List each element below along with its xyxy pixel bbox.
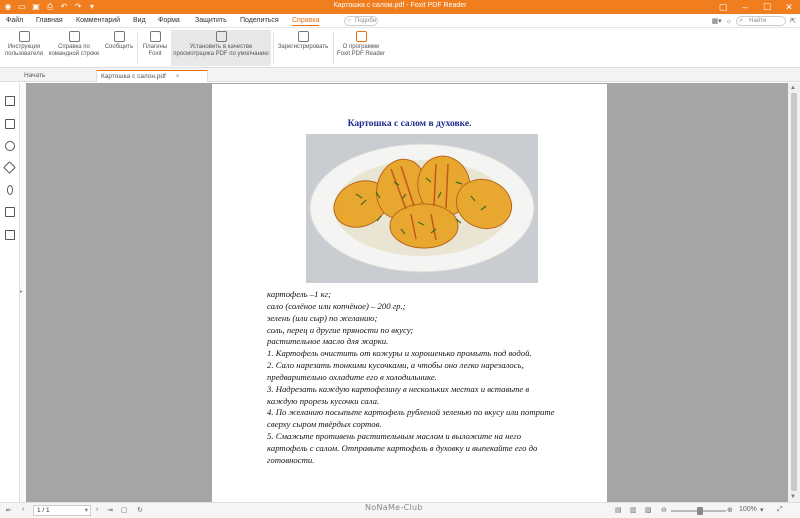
next-page-icon[interactable]: ›	[96, 506, 99, 513]
recipe-line: готовности.	[267, 454, 315, 465]
menu-protect[interactable]: Защитить	[195, 17, 227, 24]
maximize-button[interactable]: ☐	[762, 2, 772, 12]
navigation-panel	[0, 83, 20, 502]
tab-document-label: Картошка с салон.pdf	[101, 73, 166, 80]
recipe-line: соль, перец и другие пряности по вкусу;	[267, 324, 414, 335]
menu-form[interactable]: Форма	[158, 17, 180, 24]
menu-view[interactable]: Вид	[133, 17, 146, 24]
zoom-out-icon[interactable]: ⊖	[661, 507, 667, 514]
ribbon-separator	[273, 32, 274, 64]
zoom-value[interactable]: 100%	[739, 506, 757, 513]
comments-icon[interactable]	[5, 141, 15, 151]
about-button[interactable]: О программе Foxit PDF Reader	[335, 30, 387, 66]
security-icon[interactable]	[5, 207, 15, 217]
document-tabs	[0, 68, 800, 82]
set-default-button[interactable]: Установить в качестве просмотрщика PDF по умолчанию	[171, 30, 271, 66]
manual-icon	[19, 31, 30, 42]
window-title: Картошка с салом.pdf - Foxit PDF Reader	[333, 2, 467, 9]
restore-layout-icon[interactable]: ▢	[718, 2, 728, 12]
page-number-input[interactable]: 1 / 1 ▾	[33, 505, 91, 516]
save-icon[interactable]: ▣	[32, 2, 40, 11]
potato-photo	[306, 134, 538, 283]
title-bar	[0, 0, 800, 14]
fit-page-icon[interactable]: ▤	[615, 507, 622, 514]
scroll-thumb[interactable]	[791, 93, 797, 491]
recipe-line: зелень (или сыр) по желанию;	[267, 312, 378, 323]
menu-bar	[0, 14, 800, 28]
redo-icon[interactable]: ↷	[74, 2, 82, 11]
tab-start[interactable]: Начать	[24, 72, 46, 79]
scroll-up-icon[interactable]: ▲	[790, 85, 796, 91]
menu-file[interactable]: Файл	[6, 17, 24, 24]
command-line-icon	[69, 31, 80, 42]
fullscreen-icon[interactable]: ⤢	[777, 506, 783, 513]
close-button[interactable]: ✕	[785, 2, 793, 12]
recipe-line: сверху сыром твёрдых сортов.	[267, 419, 382, 430]
ribbon-separator	[333, 32, 334, 64]
ribbon-help	[0, 28, 800, 68]
zoom-in-icon[interactable]: ⊕	[727, 507, 733, 514]
report-button[interactable]: Сообщить	[102, 30, 136, 66]
menu-home[interactable]: Главная	[36, 17, 63, 24]
recipe-line: 1. Картофель очистить от кожуры и хорошенько промыть под водой.	[267, 348, 532, 359]
recipe-line: картофель с салом. Отправьте картофель в духовку и выпекайте его до	[267, 442, 538, 453]
layout-icon[interactable]: ▦▾	[711, 18, 722, 25]
find-input[interactable]: ⌕ Найти	[736, 16, 786, 26]
recipe-line: 2. Сало нарезать тонкими кусочками, а чтобы оно легко нарезалось,	[267, 360, 524, 371]
foxit-about-icon	[356, 31, 367, 42]
menu-help[interactable]: Справка	[292, 17, 320, 24]
minimize-button[interactable]: –	[742, 2, 748, 12]
prev-page-icon[interactable]: ‹	[22, 506, 25, 513]
attachment-icon[interactable]	[7, 185, 13, 195]
zoom-dropdown-icon[interactable]: ▾	[760, 507, 764, 514]
scroll-down-icon[interactable]: ▼	[790, 494, 796, 500]
rotate-icon[interactable]: ↻	[137, 507, 143, 514]
menu-share[interactable]: Поделиться	[240, 17, 279, 24]
recipe-line: сало (солёное или копчёное) – 200 гр.;	[267, 300, 406, 311]
ribbon-collapse-icon[interactable]: ⇱	[790, 18, 796, 25]
continuous-icon[interactable]: ▥	[630, 507, 637, 514]
register-icon	[298, 31, 309, 42]
document-title: Картошка с салом в духовке.	[347, 119, 472, 129]
recipe-line: картофель –1 кг;	[267, 289, 331, 299]
puzzle-icon	[150, 31, 161, 42]
recipe-line: растительное масло для жарки.	[267, 336, 389, 347]
undo-icon[interactable]: ↶	[60, 2, 68, 11]
pages-icon[interactable]	[5, 119, 15, 129]
layers-icon[interactable]	[3, 161, 16, 174]
menu-comment[interactable]: Комментарий	[76, 17, 121, 24]
signature-icon[interactable]	[5, 230, 15, 240]
recipe-line: 5. Смажьте противень растительным маслом и выложите на него	[267, 431, 522, 442]
recipe-text	[267, 289, 587, 467]
recipe-line: предварительно охладите его в холодильнике.	[267, 371, 437, 382]
recipe-line: 4. По желанию посыпьте картофель рубленой зеленью по вкусу или потрите	[267, 407, 555, 418]
cmd-help-button[interactable]: Справка по командной строке	[46, 30, 102, 66]
last-page-icon[interactable]: ⇥	[107, 507, 113, 514]
ribbon-separator	[137, 32, 138, 64]
report-icon	[114, 31, 125, 42]
bookmark-icon[interactable]	[5, 96, 15, 106]
tab-document[interactable]	[96, 70, 208, 82]
photo-drawing	[306, 134, 538, 283]
recipe-line: каждую прорезь кусочки сала.	[267, 395, 380, 406]
tab-close-icon[interactable]: ×	[175, 73, 180, 80]
print-icon[interactable]: ⎙	[46, 2, 54, 11]
spotlight-search[interactable]: ○ Подобн	[344, 16, 378, 26]
expand-arrow-icon[interactable]: ▸	[20, 289, 24, 295]
register-button[interactable]: Зарегистрировать	[275, 30, 331, 66]
customize-chevron-icon[interactable]: ▾	[89, 2, 94, 11]
recipe-line: 3. Надрезать каждую картофелину в нескольких местах и вставьте в	[267, 383, 530, 394]
facing-icon[interactable]: ▧	[645, 507, 652, 514]
plugins-button[interactable]: Плагины Foxit	[139, 30, 171, 66]
first-page-icon[interactable]: ⇤	[6, 507, 12, 514]
open-file-icon[interactable]: ▭	[18, 2, 26, 11]
bulb-icon[interactable]: ☼	[725, 17, 733, 25]
pdf-page	[212, 84, 607, 506]
zoom-slider-thumb[interactable]	[697, 507, 703, 515]
foxit-logo-icon: ◉	[4, 2, 12, 11]
default-reader-icon	[216, 31, 227, 42]
vertical-scrollbar[interactable]	[788, 83, 800, 502]
user-manual-button[interactable]: Инструкция пользователя	[2, 30, 46, 66]
single-page-icon[interactable]: ▢	[121, 507, 128, 514]
watermark: NoNaMe-Club	[365, 503, 423, 512]
